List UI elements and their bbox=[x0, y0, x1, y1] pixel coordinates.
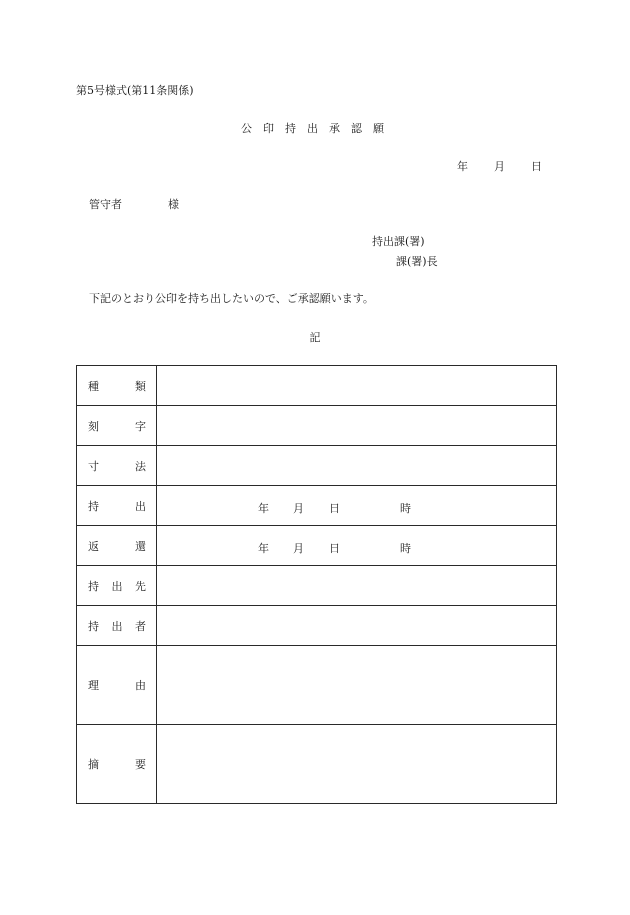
request-text: 下記のとおり公印を持ち出したいので、ご承認願います。 bbox=[89, 292, 374, 305]
addressee-line bbox=[89, 199, 179, 210]
label-char: 類 bbox=[135, 379, 146, 393]
label-char: 者 bbox=[135, 619, 146, 633]
label-char: 由 bbox=[135, 679, 146, 692]
value-cell-engraving[interactable] bbox=[157, 406, 557, 446]
return-day-label: 日 bbox=[329, 541, 340, 555]
label-char: 字 bbox=[135, 419, 146, 433]
label-char: 理 bbox=[88, 679, 99, 692]
table-row-remarks bbox=[77, 725, 557, 804]
take-out-year-label: 年 bbox=[258, 501, 269, 515]
table-row-engraving bbox=[77, 406, 557, 446]
table-row-return bbox=[77, 526, 557, 566]
row-label-size bbox=[77, 446, 157, 486]
label-char: 要 bbox=[135, 758, 146, 771]
table-row-size bbox=[77, 446, 557, 486]
return-hour-label: 時 bbox=[400, 541, 411, 555]
label-char: 還 bbox=[135, 539, 146, 553]
value-cell-size[interactable] bbox=[157, 446, 557, 486]
table-row-person bbox=[77, 606, 557, 646]
sender-chief: 課(署)長 bbox=[396, 255, 438, 268]
label-char: 出 bbox=[111, 619, 123, 633]
date-day-label: 日 bbox=[531, 160, 542, 173]
label-char: 出 bbox=[111, 579, 123, 593]
label-char: 刻 bbox=[88, 419, 99, 433]
row-label-reason bbox=[77, 646, 157, 725]
label-char: 出 bbox=[135, 499, 146, 513]
label-char: 摘 bbox=[88, 758, 99, 771]
value-cell-reason[interactable] bbox=[157, 646, 557, 725]
date-month-label: 月 bbox=[494, 160, 505, 173]
date-line bbox=[457, 161, 542, 172]
addressee-honorific: 様 bbox=[168, 198, 179, 211]
date-year-label: 年 bbox=[457, 160, 468, 173]
table-row-reason bbox=[77, 646, 557, 725]
value-cell-person[interactable] bbox=[157, 606, 557, 646]
value-cell-take-out[interactable] bbox=[157, 486, 557, 526]
value-cell-remarks[interactable] bbox=[157, 725, 557, 804]
form-number: 第5号様式(第11条関係) bbox=[76, 84, 194, 97]
sender-department: 持出課(署) bbox=[372, 235, 425, 248]
take-out-day-label: 日 bbox=[329, 501, 340, 515]
document-title: 公印持出承認願 bbox=[241, 122, 395, 135]
label-char: 種 bbox=[88, 379, 99, 393]
label-char: 持 bbox=[88, 499, 99, 513]
addressee-role: 管守者 bbox=[89, 198, 122, 211]
label-char: 先 bbox=[135, 579, 146, 593]
table-row-destination bbox=[77, 566, 557, 606]
items-table bbox=[76, 365, 557, 804]
value-cell-return[interactable] bbox=[157, 526, 557, 566]
row-label-engraving bbox=[77, 406, 157, 446]
label-char: 持 bbox=[88, 619, 99, 633]
row-label-take-out bbox=[77, 486, 157, 526]
table-row-kind bbox=[77, 366, 557, 406]
row-label-remarks bbox=[77, 725, 157, 804]
row-label-kind bbox=[77, 366, 157, 406]
label-char: 返 bbox=[88, 539, 99, 553]
row-label-return bbox=[77, 526, 157, 566]
take-out-month-label: 月 bbox=[293, 501, 304, 515]
label-char: 持 bbox=[88, 579, 99, 593]
value-cell-kind[interactable] bbox=[157, 366, 557, 406]
row-label-person bbox=[77, 606, 157, 646]
return-month-label: 月 bbox=[293, 541, 304, 555]
return-year-label: 年 bbox=[258, 541, 269, 555]
row-label-destination bbox=[77, 566, 157, 606]
label-char: 寸 bbox=[88, 459, 99, 473]
take-out-hour-label: 時 bbox=[400, 501, 411, 515]
value-cell-destination[interactable] bbox=[157, 566, 557, 606]
ki-label: 記 bbox=[309, 331, 321, 344]
label-char: 法 bbox=[135, 459, 146, 473]
table-row-take-out bbox=[77, 486, 557, 526]
